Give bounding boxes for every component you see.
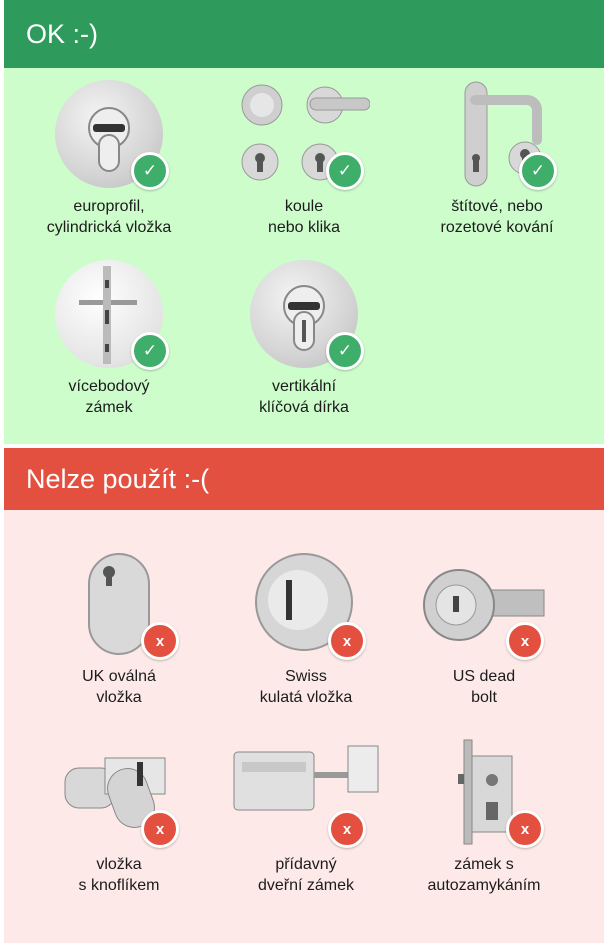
bad-item-deadbolt <box>389 550 579 708</box>
item-label-line2: klíčová dírka <box>259 399 349 416</box>
item-label-line2: bolt <box>471 689 497 706</box>
item-label-line1: UK oválná <box>82 668 156 685</box>
bad-item-rim-lock <box>211 738 401 896</box>
bad-badge-x-icon: x <box>328 810 366 848</box>
item-label-line1: Swiss <box>285 668 327 685</box>
ok-item-knob-handle <box>209 80 399 238</box>
ok-badge-check-icon: ✓ <box>519 152 557 190</box>
item-label-line2: rozetové kování <box>440 219 554 236</box>
bad-section-title: Nelze použít :-( <box>26 463 210 494</box>
ok-badge-check-icon: ✓ <box>131 332 169 370</box>
item-label-line2: cylindrická vložka <box>46 219 172 236</box>
ok-badge-check-icon: ✓ <box>131 152 169 190</box>
item-label-line2: zámek <box>85 399 133 416</box>
bad-badge-x-icon: x <box>141 810 179 848</box>
item-label-line2: dveřní zámek <box>257 877 355 894</box>
bad-item-swiss-cylinder <box>211 550 401 708</box>
lock-compatibility-infographic <box>4 0 604 943</box>
item-label-line2: s knoflíkem <box>78 877 160 894</box>
bad-item-thumbturn-cylinder <box>24 738 214 896</box>
item-label-line1: štítové, nebo <box>451 198 543 215</box>
item-label-line1: vícebodový <box>68 378 150 395</box>
ok-badge-check-icon: ✓ <box>326 332 364 370</box>
item-label-line2: vložka <box>96 689 142 706</box>
item-label-line2: kulatá vložka <box>259 689 353 706</box>
ok-item-plate-handle <box>402 80 592 238</box>
bad-badge-x-icon: x <box>141 622 179 660</box>
bad-badge-x-icon: x <box>506 810 544 848</box>
item-label-line1: vložka <box>96 856 142 873</box>
item-label-line1: US dead <box>452 668 516 685</box>
ok-section-header <box>4 0 604 68</box>
bad-section-header <box>4 448 604 510</box>
ok-section-title: OK :-) <box>26 18 98 49</box>
ok-badge-check-icon: ✓ <box>326 152 364 190</box>
item-label-line1: přídavný <box>275 856 337 873</box>
ok-section <box>4 68 604 444</box>
item-label-line1: koule <box>284 198 324 215</box>
item-label-line1: vertikální <box>271 378 337 395</box>
bad-badge-x-icon: x <box>328 622 366 660</box>
bad-item-oval-cylinder <box>24 550 214 708</box>
bad-section <box>4 510 604 943</box>
item-label-line1: zámek s <box>454 856 514 873</box>
ok-item-euro-cylinder <box>14 80 204 238</box>
ok-item-multipoint-lock <box>14 260 204 418</box>
item-label-line1: europrofil, <box>73 198 145 215</box>
item-label-line2: autozamykáním <box>427 877 541 894</box>
bad-item-autolock-mortise <box>389 738 579 896</box>
bad-badge-x-icon: x <box>506 622 544 660</box>
ok-item-vertical-keyhole <box>209 260 399 418</box>
item-label-line2: nebo klika <box>267 219 341 236</box>
